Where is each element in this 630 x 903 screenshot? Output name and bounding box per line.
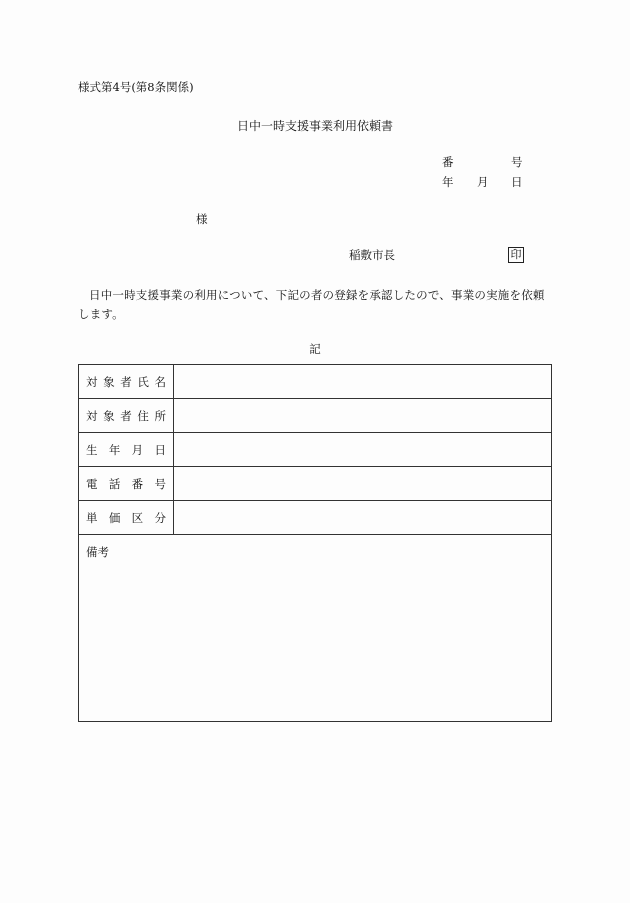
label-char: 名	[154, 374, 166, 389]
label-char: 話	[108, 476, 121, 491]
row-label	[79, 433, 174, 466]
label-char: 号	[154, 476, 166, 491]
table-row-address	[79, 399, 551, 433]
form-number-label: 様式第4号(第8条関係)	[78, 80, 194, 94]
price-category-field[interactable]	[174, 501, 551, 534]
phone-field[interactable]	[174, 467, 551, 500]
row-label	[79, 399, 174, 432]
row-label	[79, 501, 174, 534]
name-field[interactable]	[174, 365, 551, 398]
label-char: 区	[131, 510, 144, 525]
label-char: 者	[120, 408, 132, 423]
label-char: 分	[154, 510, 166, 525]
row-label	[79, 365, 174, 398]
notes-field[interactable]	[79, 535, 551, 723]
label-char: 月	[131, 442, 144, 457]
label-char: 日	[154, 442, 166, 457]
issuer-name: 稲敷市長	[349, 248, 395, 262]
details-table	[78, 364, 552, 722]
label-char: 電	[86, 476, 98, 491]
label-char: 者	[120, 374, 132, 389]
date-year-label: 年	[442, 175, 454, 189]
label-char: 対	[86, 374, 98, 389]
number-label-go: 号	[511, 155, 523, 169]
birthdate-field[interactable]	[174, 433, 551, 466]
label-char: 所	[154, 408, 166, 423]
label-char: 氏	[137, 374, 149, 389]
date-day-label: 日	[511, 175, 523, 189]
body-paragraph: 日中一時支援事業の利用について、下記の者の登録を承認したので、事業の実施を依頼します。	[78, 288, 545, 321]
date-month-label: 月	[477, 175, 489, 189]
seal-stamp-box: 印	[508, 247, 524, 263]
label-char: 象	[103, 408, 115, 423]
notes-label: 備考	[86, 545, 109, 559]
document-title: 日中一時支援事業利用依頼書	[236, 119, 393, 133]
label-char: 生	[86, 442, 98, 457]
label-char: 象	[103, 374, 115, 389]
ki-heading: 記	[309, 342, 321, 356]
label-char: 価	[108, 510, 121, 525]
number-label-ban: 番	[442, 155, 454, 169]
label-char: 対	[86, 408, 98, 423]
table-row-phone	[79, 467, 551, 501]
table-row-name	[79, 365, 551, 399]
addressee-suffix: 様	[196, 212, 208, 226]
row-label	[79, 467, 174, 500]
table-row-birthdate	[79, 433, 551, 467]
label-char: 単	[86, 510, 98, 525]
label-char: 住	[137, 408, 149, 423]
table-row-price-category	[79, 501, 551, 535]
label-char: 番	[131, 476, 144, 491]
label-char: 年	[108, 442, 121, 457]
address-field[interactable]	[174, 399, 551, 432]
